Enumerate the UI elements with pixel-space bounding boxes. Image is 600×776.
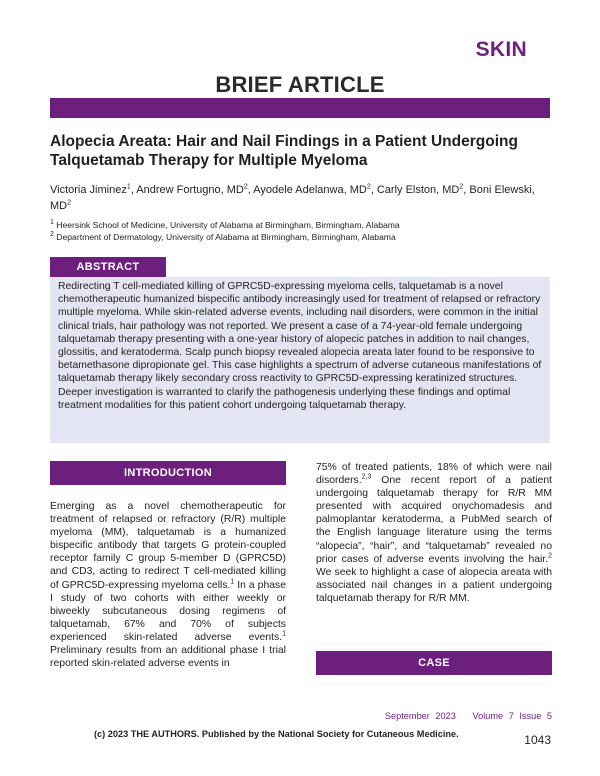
- author-separator: ,: [370, 184, 377, 196]
- affiliation-number: 2: [50, 231, 54, 239]
- abstract-text: Redirecting T cell-mediated killing of GPRC5D-expressing myeloma cells, talquetamab is a novel chemotherapeutic humanized bispecific antibody increasingly used for treatment of relapsed or refractory multiple myeloma. While skin-related adverse events, including nail disorders, were common in the initial clinical trials, hair pathology was not reported. We present a case of a 74-year-old female undergoing talquetamab therapy presenting with a one-year history of alopecic patches in addition to nail changes, glossitis, and keratoderma. Scalp punch biopsy revealed alopecia areata later found to be responsive to betamethasone dipropionate gel. This case highlights a spectrum of adverse cutaneous manifestations of talquetamab therapy likely secondary cross reactivity to GPRC5D-expressing keratinized structures. Deeper investigation is warranted to clarify the pathogenesis underlying these findings and optimal treatment modalities for this patient cohort undergoing talquetamab therapy.: [58, 281, 542, 411]
- author-name: Boni Elewski, MD: [50, 184, 535, 212]
- journal-name: SKIN: [475, 38, 527, 61]
- intro-text: Preliminary results from an additional phase I trial reported skin-related adverse events in: [50, 645, 286, 670]
- author-name: Carly Elston, MD: [376, 184, 460, 196]
- author-affiliation-mark: 2: [67, 199, 72, 207]
- affiliation-1: [50, 220, 550, 231]
- author-list: [50, 182, 550, 214]
- intro-text: We seek to highlight a case of alopecia areata with associated nail changes in a patient undergoing talquetamab therapy for R/R MM.: [316, 566, 552, 604]
- author-separator: ,: [463, 184, 470, 196]
- author-name: Ayodele Adelanwa, MD: [253, 184, 367, 196]
- page-number: 1043: [524, 733, 551, 747]
- citation: 2,3: [361, 473, 372, 481]
- introduction-body-left: [50, 500, 286, 670]
- intro-text: 75% of treated patients, 18% of which were nail disorders.: [316, 462, 552, 487]
- footer-date: September 2023: [384, 711, 456, 721]
- intro-text: In a phase I study of two cohorts with either weekly or biweekly subcutaneous dosing regimens of talquetamab, 67% and 70% of subjects experienced skin-related adverse events.: [50, 579, 286, 643]
- author-affiliation-mark: 2: [243, 183, 248, 191]
- footer-volume: Volume 7 Issue 5: [472, 711, 552, 721]
- author-affiliation-mark: 2: [459, 183, 464, 191]
- case-heading: CASE: [316, 651, 552, 675]
- abstract-heading: ABSTRACT: [50, 257, 166, 277]
- affiliation-2: [50, 232, 550, 243]
- affiliation-number: 1: [50, 219, 54, 227]
- author-separator: ,: [130, 184, 137, 196]
- citation: 1: [230, 578, 235, 586]
- title-divider-bar: [50, 98, 550, 118]
- author-name: Victoria Jiminez: [50, 184, 127, 196]
- intro-text: One recent report of a patient undergoing talquetamab therapy for R/R MM presented with acquired onychomadesis and palmoplantar keratoderma, a PubMed search of the English language literature using the terms “alopecia”, “hair”, and “talquetamab” revealed no prior cases of adverse events involving the hair.: [316, 475, 552, 565]
- article-title: Alopecia Areata: Hair and Nail Findings in a Patient Undergoing Talquetamab Therapy for Multiple Myeloma: [50, 133, 518, 169]
- footer-copyright: (c) 2023 THE AUTHORS. Published by the National Society for Cutaneous Medicine.: [94, 729, 459, 739]
- citation: 1: [282, 630, 286, 638]
- intro-text: Emerging as a novel chemotherapeutic for treatment of relapsed or refractory (R/R) multiple myeloma (MM), talquetamab is a humanized bispecific antibody that targets G protein-coupled receptor family C group 5-member D (GPRC5D) and CD3, acting to redirect T cell-mediated killing of GPRC5D-expressing myeloma cells.: [50, 501, 286, 591]
- affiliation-text: Heersink School of Medicine, University of Alabama at Birmingham, Birmingham, Alabama: [53, 220, 400, 230]
- footer-issue: [385, 711, 552, 721]
- introduction-heading: INTRODUCTION: [50, 461, 286, 485]
- author-affiliation-mark: 1: [126, 183, 131, 191]
- author-name: Andrew Fortugno, MD: [136, 184, 244, 196]
- citation: 2: [548, 552, 552, 560]
- author-separator: ,: [247, 184, 254, 196]
- introduction-body-right: [316, 461, 552, 605]
- author-affiliation-mark: 2: [366, 183, 371, 191]
- section-title: BRIEF ARTICLE: [215, 72, 385, 97]
- affiliation-text: Department of Dermatology, University of Alabama at Birmingham, Birmingham, Alabama: [53, 232, 396, 242]
